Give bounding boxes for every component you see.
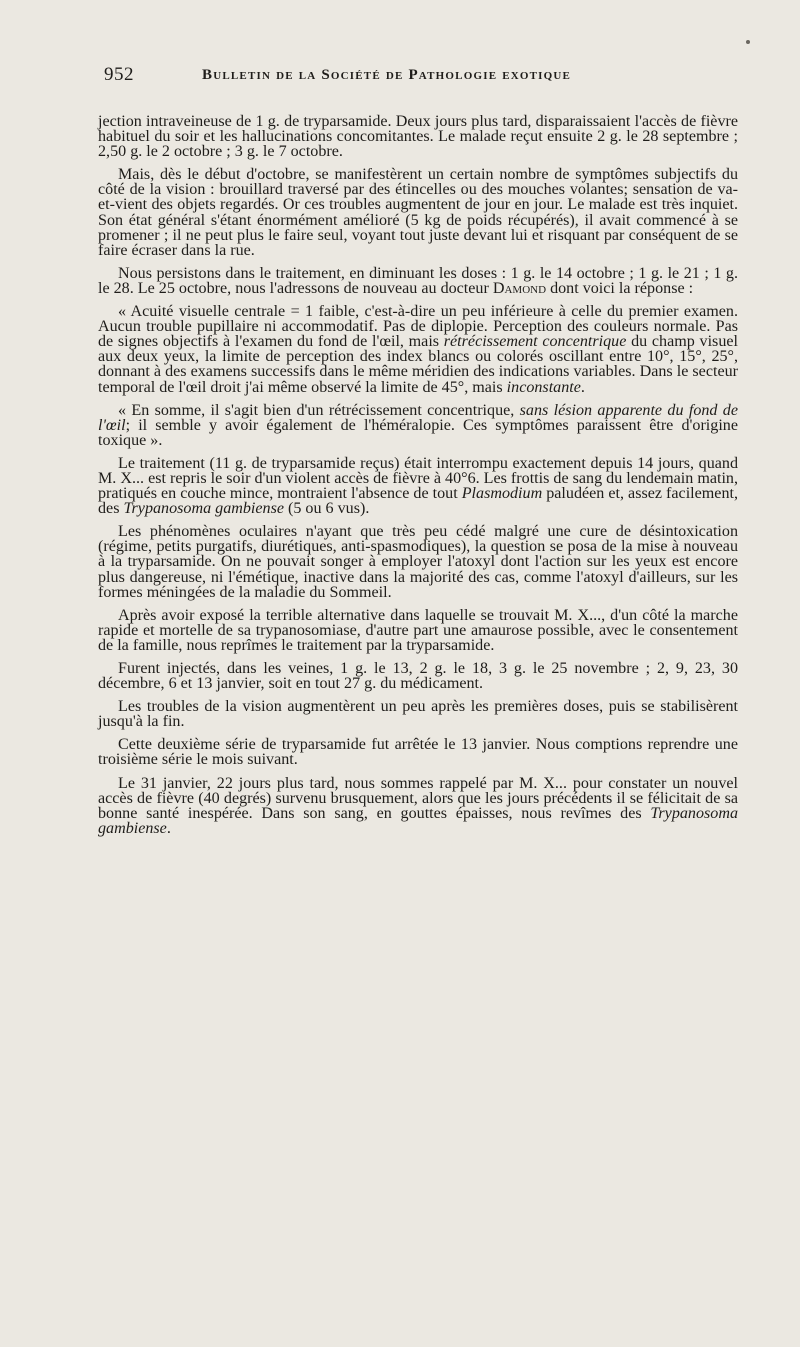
paragraph (98, 114, 738, 159)
text-run: . (166, 819, 171, 837)
paragraph (98, 776, 738, 836)
italic-text: sans lésion apparente du fond de l'œil (98, 401, 738, 434)
italic-text: inconstante (506, 378, 581, 396)
text-run: Furent injectés, dans les veines, 1 g. le 13, 2 g. le 18, 3 g. le 25 novembre ; 2, 9, 23, 30 décembre, 6 et 13 janvier, soit en tout 27 g. du médicament. (98, 660, 738, 693)
text-run: Après avoir exposé la terrible alternative dans laquelle se trouvait M. X..., d'un côté la marche rapide et mortelle de sa trypanosomiase, d'autre part une amaurose possible, avec le consentement de la famille, nous reprîmes le traitement par la tryparsamide. (98, 606, 738, 654)
paragraph (98, 699, 738, 729)
small-caps-name: Damond (492, 279, 547, 297)
text-run: Mais, dès le début d'octobre, se manifestèrent un certain nombre de symptômes subjectifs du côté de la vision : brouillard traversé par des étincelles ou des mouches volantes; sensation de va-et-vient des objets regardés. Or ces troubles augmentent de jour en jour. Le malade est très inquiet. Son état général s'étant énormément amélioré (5 kg de poids récupérés), il avait commencé à se promener ; il ne peut plus le faire seul, voyant tout juste devant lui et risquant par conséquent de se faire écraser dans la rue. (98, 166, 738, 259)
paragraph (98, 403, 738, 448)
text-run: Le 31 janvier, 22 jours plus tard, nous sommes rappelé par M. X... pour constater un nouvel accès de fièvre (40 degrés) survenu brusquement, alors que les jours précédents il se félicitait de sa bonne santé inespérée. Dans son sang, en gouttes épaisses, nous revîmes des (98, 774, 738, 822)
paragraph (98, 456, 738, 516)
text-run: Cette deuxième série de tryparsamide fut arrêtée le 13 janvier. Nous comptions reprendre une troisième série le mois suivant. (98, 736, 738, 769)
page-number: 952 (104, 64, 134, 85)
text-run: jection intraveineuse de 1 g. de tryparsamide. Deux jours plus tard, disparaissaient l'accès de fièvre habituel du soir et les hallucinations concomitantes. Le malade reçut ensuite 2 g. le 28 septembre ; 2,50 g. le 2 octobre ; 3 g. le 7 octobre. (98, 113, 738, 161)
text-run: dont voici la réponse : (546, 279, 694, 297)
text-run: Les troubles de la vision augmentèrent un peu après les premières doses, puis se stabilisèrent jusqu'à la fin. (98, 698, 738, 731)
text-run: ; il semble y avoir également de l'héméralopie. Ces symptômes paraissent être d'origine toxique ». (98, 416, 738, 449)
paragraph (98, 661, 738, 691)
text-run: paludéen et, assez facilement, des (98, 485, 738, 518)
paragraph (98, 737, 738, 767)
page-header (104, 64, 664, 96)
paragraph (98, 608, 738, 653)
paragraph (98, 524, 738, 599)
italic-text: Plasmodium (461, 485, 543, 503)
body-text (98, 114, 738, 842)
paragraph (98, 304, 738, 395)
text-run: Les phénomènes oculaires n'ayant que très peu cédé malgré une cure de désintoxication (régime, petits purgatifs, diurétiques, anti-spasmodiques), la question se posa de la mise à nouveau à la tryparsamide. On ne pouvait songer à employer l'atoxyl dont l'action sur les yeux est encore plus dangereuse, ni l'émétique, inactive dans la majorité des cas, comme l'atoxyl d'ailleurs, sur les formes méningées de la maladie du Sommeil. (98, 523, 738, 601)
paragraph (98, 266, 738, 296)
text-run: « Acuité visuelle centrale = 1 faible, c'est-à-dire un peu inférieure à celle du premier examen. Aucun trouble pupillaire ni accommodatif. Pas de diplopie. Perception des couleurs normale. Pas de signes objectifs à l'examen du fond de l'œil, mais (98, 303, 738, 351)
text-run: Nous persistons dans le traitement, en diminuant les doses : 1 g. le 14 octobre ; 1 g. le 21 ; 1 g. le 28. Le 25 octobre, nous l'adressons de nouveau au docteur (98, 264, 738, 297)
italic-text: Trypanosoma gambiense (123, 500, 284, 518)
text-run: . (580, 378, 585, 396)
print-speck (746, 40, 750, 44)
text-run: « En somme, il s'agit bien d'un rétrécissement concentrique, (118, 401, 520, 419)
text-run: Le traitement (11 g. de tryparsamide reçus) était interrompu exactement depuis 14 jours, quand M. X... est repris le soir d'un violent accès de fièvre à 40°6. Les frottis de sang du lendemain matin, pratiqués en couche mince, montraient l'absence de tout (98, 454, 738, 503)
paragraph (98, 167, 738, 258)
text-run: du champ visuel aux deux yeux, la limite de perception des index blancs ou colorés oscillant entre 10°, 15°, 25°, donnant à des examens successifs dans le même méridien des indications variables. Dans le secteur temporal de l'œil droit j'ai même observé la limite de 45°, mais (98, 333, 738, 396)
running-title: Bulletin de la Société de Pathologie exotique (202, 67, 572, 83)
italic-text: rétrécissement concentrique (443, 333, 627, 351)
text-run: (5 ou 6 vus). (283, 500, 370, 518)
italic-text: Trypanosoma gambiense (98, 804, 738, 837)
